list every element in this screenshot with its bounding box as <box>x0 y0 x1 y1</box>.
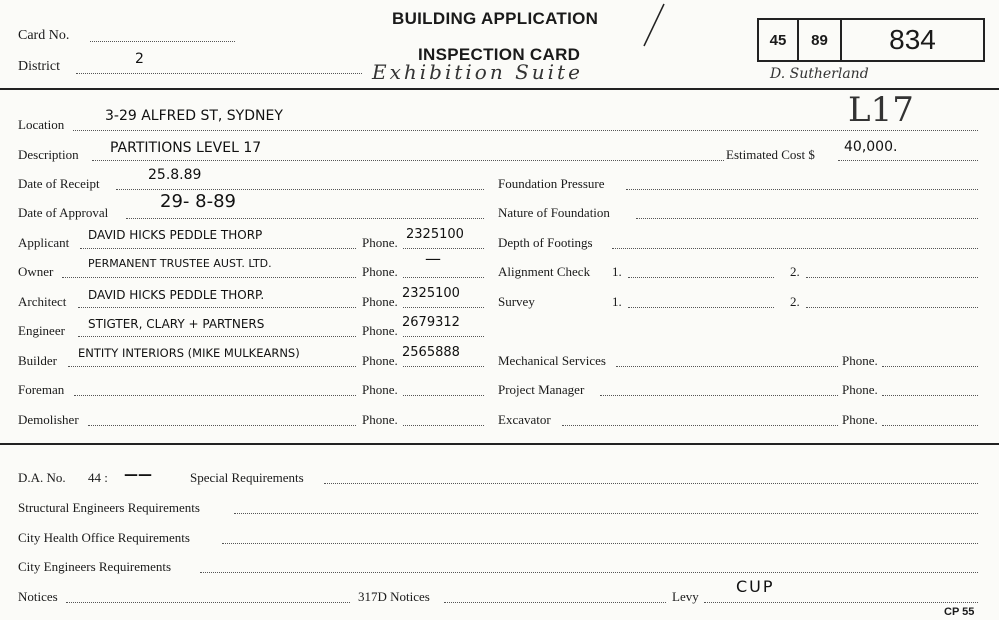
architect-phone-field[interactable] <box>403 307 484 308</box>
estimated-cost-field[interactable] <box>838 160 978 161</box>
builder-phone: 2565888 <box>402 345 460 360</box>
foreman-label: Foreman <box>18 382 65 397</box>
alignment-label: Alignment Check <box>498 264 591 279</box>
district-value: 2 <box>135 51 144 67</box>
excavator-phone-label: Phone. <box>842 412 878 427</box>
nature-foundation-field[interactable] <box>636 218 978 219</box>
structural-field[interactable] <box>234 513 978 514</box>
demolisher-phone-field[interactable] <box>403 425 484 426</box>
description-value: PARTITIONS LEVEL 17 <box>110 140 262 156</box>
architect-phone: 2325100 <box>402 286 460 301</box>
survey-label: Survey <box>498 294 535 309</box>
builder-field[interactable] <box>68 366 356 367</box>
depth-footings-field[interactable] <box>612 248 978 249</box>
district-field[interactable] <box>76 73 362 74</box>
foundation-pressure-field[interactable] <box>626 189 978 190</box>
location-label: Location <box>18 117 65 132</box>
card-no-label: Card No. <box>18 28 70 43</box>
owner-phone-label: Phone. <box>362 264 398 279</box>
survey-num-1: 1. <box>612 294 622 309</box>
applicant-phone-label: Phone. <box>362 235 398 250</box>
date-receipt-value: 25.8.89 <box>148 167 202 183</box>
district-label: District <box>18 59 60 74</box>
builder-phone-field[interactable] <box>403 366 484 367</box>
project-manager-phone-label: Phone. <box>842 382 878 397</box>
title-line-2: INSPECTION CARD <box>418 45 581 64</box>
main-rule <box>0 443 999 445</box>
health-label: City Health Office Requirements <box>18 530 190 545</box>
architect-field[interactable] <box>78 307 356 308</box>
da-label: D.A. No. <box>18 470 66 485</box>
excavator-phone-field[interactable] <box>882 425 978 426</box>
level-mark: L17 <box>848 90 914 130</box>
project-manager-label: Project Manager <box>498 382 585 397</box>
excavator-label: Excavator <box>498 412 551 427</box>
engineer-label: Engineer <box>18 323 65 338</box>
demolisher-phone-label: Phone. <box>362 412 398 427</box>
structural-label: Structural Engineers Requirements <box>18 500 200 515</box>
box-45: 45 <box>757 18 799 62</box>
description-label: Description <box>18 147 79 162</box>
notices-field[interactable] <box>66 602 350 603</box>
engineer-field[interactable] <box>78 336 356 337</box>
architect-label: Architect <box>18 294 67 309</box>
levy-value: CUP <box>736 577 775 596</box>
card-number-box: 834 <box>840 18 985 62</box>
city-engineers-label: City Engineers Requirements <box>18 559 172 574</box>
owner-phone-field[interactable] <box>403 277 484 278</box>
alignment-field-1[interactable] <box>628 277 774 278</box>
city-engineers-field[interactable] <box>200 572 978 573</box>
description-field[interactable] <box>92 160 724 161</box>
engineer-phone-label: Phone. <box>362 323 398 338</box>
owner-label: Owner <box>18 264 54 279</box>
location-value: 3-29 ALFRED ST, SYDNEY <box>105 108 283 124</box>
builder-value: ENTITY INTERIORS (MIKE MULKEARNS) <box>78 346 300 360</box>
da-dash: —— <box>124 467 152 483</box>
date-receipt-field[interactable] <box>116 189 484 190</box>
demolisher-label: Demolisher <box>18 412 79 427</box>
date-approval-value: 29- 8-89 <box>160 191 236 212</box>
applicant-phone: 2325100 <box>406 227 464 242</box>
alignment-field-2[interactable] <box>806 277 978 278</box>
applicant-value: DAVID HICKS PEDDLE THORP <box>88 228 263 242</box>
title-line-1: BUILDING APPLICATION <box>392 9 599 28</box>
nature-foundation-label: Nature of Foundation <box>498 205 610 220</box>
special-requirements-field[interactable] <box>324 483 978 484</box>
box-89: 89 <box>797 18 842 62</box>
project-manager-phone-field[interactable] <box>882 395 978 396</box>
mechanical-phone-field[interactable] <box>882 366 978 367</box>
mechanical-label: Mechanical Services <box>498 353 606 368</box>
special-requirements-label: Special Requirements <box>190 470 304 485</box>
location-field[interactable] <box>73 130 978 131</box>
project-manager-field[interactable] <box>600 395 838 396</box>
owner-field[interactable] <box>62 277 356 278</box>
applicant-phone-field[interactable] <box>403 248 484 249</box>
estimated-cost-value: 40,000. <box>844 139 898 155</box>
mechanical-phone-label: Phone. <box>842 353 878 368</box>
depth-footings-label: Depth of Footings <box>498 235 593 250</box>
applicant-field[interactable] <box>80 248 356 249</box>
foreman-phone-field[interactable] <box>403 395 484 396</box>
builder-phone-label: Phone. <box>362 353 398 368</box>
estimated-cost-label: Estimated Cost $ <box>726 147 815 162</box>
foreman-field[interactable] <box>74 395 356 396</box>
mechanical-field[interactable] <box>616 366 838 367</box>
builder-label: Builder <box>18 353 57 368</box>
slash-mark <box>638 2 668 50</box>
applicant-label: Applicant <box>18 235 70 250</box>
alignment-num-1: 1. <box>612 264 622 279</box>
engineer-value: STIGTER, CLARY + PARTNERS <box>88 317 265 331</box>
da-value: 44 : <box>88 470 108 485</box>
architect-phone-label: Phone. <box>362 294 398 309</box>
date-receipt-label: Date of Receipt <box>18 176 100 191</box>
demolisher-field[interactable] <box>88 425 356 426</box>
foreman-phone-label: Phone. <box>362 382 398 397</box>
exhibition-note: Exhibition Suite <box>372 60 583 84</box>
foundation-pressure-label: Foundation Pressure <box>498 176 605 191</box>
alignment-num-2: 2. <box>790 264 800 279</box>
survey-num-2: 2. <box>790 294 800 309</box>
owner-value: PERMANENT TRUSTEE AUST. LTD. <box>88 257 272 270</box>
date-approval-field[interactable] <box>126 218 484 219</box>
levy-label: Levy <box>672 589 699 604</box>
card-no-field[interactable] <box>90 41 235 42</box>
engineer-phone-field[interactable] <box>403 336 484 337</box>
owner-phone: — <box>425 249 441 268</box>
form-code: CP 55 <box>944 606 975 618</box>
signature-note: D. Sutherland <box>770 66 869 82</box>
notices-317d-field[interactable] <box>444 602 666 603</box>
architect-value: DAVID HICKS PEDDLE THORP. <box>88 288 265 302</box>
date-approval-label: Date of Approval <box>18 205 109 220</box>
excavator-field[interactable] <box>562 425 838 426</box>
survey-field-1[interactable] <box>628 307 774 308</box>
notices-317d-label: 317D Notices <box>358 589 430 604</box>
engineer-phone: 2679312 <box>402 315 460 330</box>
levy-field[interactable] <box>704 602 978 603</box>
notices-label: Notices <box>18 589 58 604</box>
health-field[interactable] <box>222 543 978 544</box>
survey-field-2[interactable] <box>806 307 978 308</box>
